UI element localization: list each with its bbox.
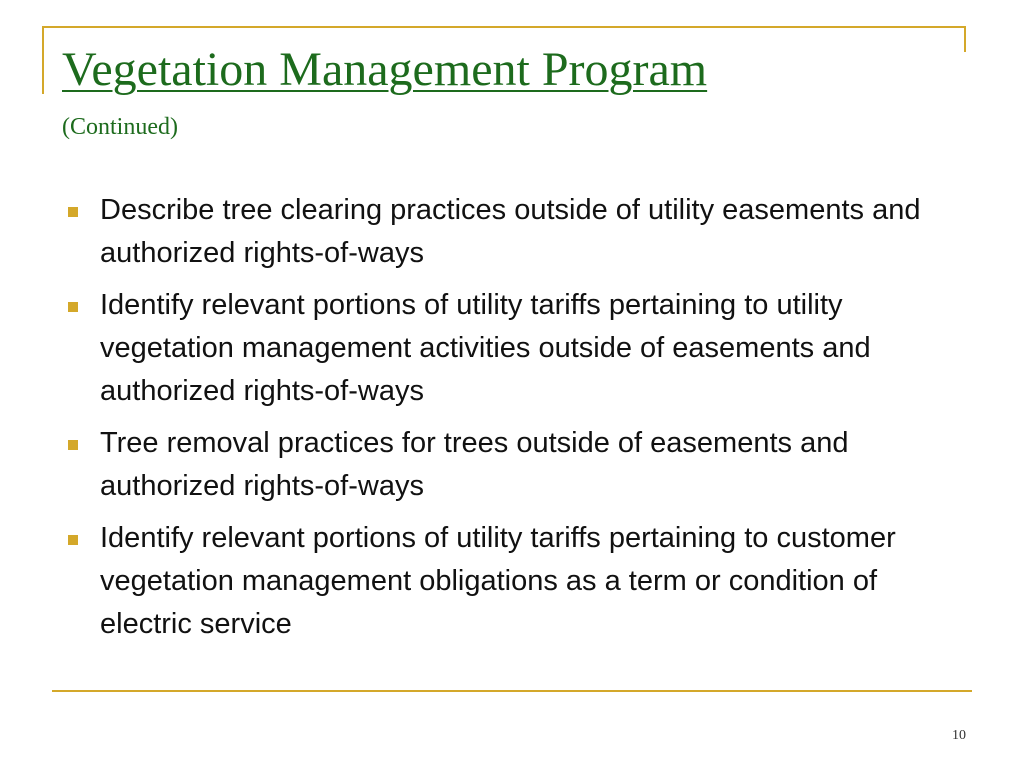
- bullet-list: [62, 189, 972, 655]
- square-bullet-icon: [68, 440, 78, 450]
- left-frame-line: [42, 26, 44, 94]
- square-bullet-icon: [68, 302, 78, 312]
- bullet-item: [62, 422, 972, 508]
- top-frame-line: [42, 26, 966, 28]
- square-bullet-icon: [68, 535, 78, 545]
- page-number: 10: [952, 728, 966, 743]
- bullet-text: Identify relevant portions of utility tariffs pertaining to customer vegetation management obligations as a term or condition of electric service: [100, 522, 896, 640]
- slide-subtitle: (Continued): [62, 114, 178, 140]
- right-frame-line: [964, 26, 966, 52]
- bullet-text: Describe tree clearing practices outside of utility easements and authorized rights-of-ways: [100, 194, 921, 269]
- square-bullet-icon: [68, 207, 78, 217]
- bottom-divider: [52, 690, 972, 692]
- bullet-item: [62, 517, 972, 646]
- bullet-item: [62, 284, 972, 413]
- bullet-item: [62, 189, 972, 275]
- bullet-text: Tree removal practices for trees outside of easements and authorized rights-of-ways: [100, 427, 849, 502]
- bullet-text: Identify relevant portions of utility tariffs pertaining to utility vegetation management activities outside of easements and authorized rights-of-ways: [100, 289, 871, 407]
- slide-title: Vegetation Management Program: [62, 43, 708, 96]
